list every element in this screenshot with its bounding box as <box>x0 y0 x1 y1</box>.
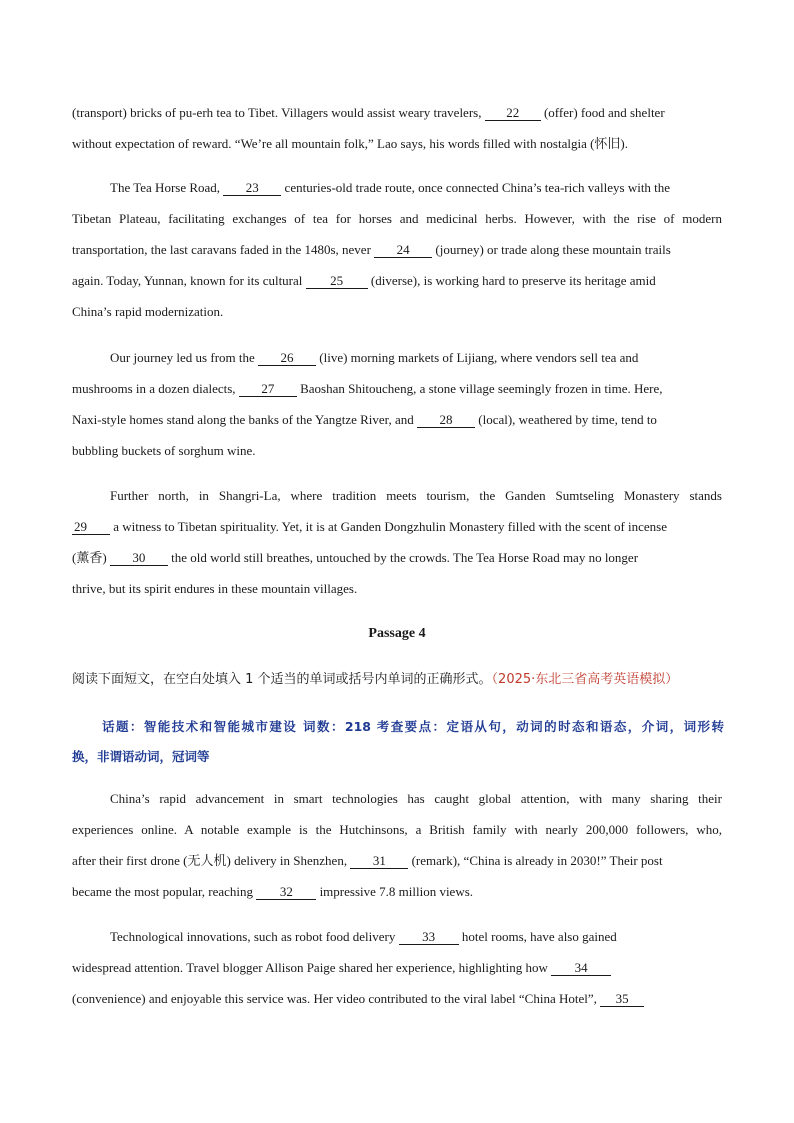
text-line: hotel rooms, have also gained <box>458 929 617 944</box>
paragraph-smart-tech <box>72 783 722 907</box>
paragraph-continuation <box>72 97 722 159</box>
text-line: Further north, in Shangri-La, where tradition meets tourism, the Ganden Sumtseling Monastery stands <box>110 488 722 503</box>
blank-25[interactable]: 25 <box>306 274 368 289</box>
topic-line: 话题：智能技术和智能城市建设 词数：218 考查要点：定语从句，动词的时态和语态，介词，词形转 <box>102 719 724 734</box>
topic-line: 换，非谓语动词，冠词等 <box>72 749 210 764</box>
text-line: Naxi-style homes stand along the banks of the Yangtze River, and <box>72 412 417 427</box>
text-line: Technological innovations, such as robot food delivery <box>110 929 399 944</box>
paragraph-lijiang <box>72 342 722 466</box>
text-line: centuries-old trade route, once connected China’s tea-rich valleys with the <box>281 180 671 195</box>
instruction-line <box>72 668 732 687</box>
text-line: (diverse), is working hard to preserve its heritage amid <box>367 273 656 288</box>
text-line: (live) morning markets of Lijiang, where vendors sell tea and <box>316 350 639 365</box>
text-line: a witness to Tibetan spirituality. Yet, it is at Ganden Dongzhulin Monastery filled with the scent of incense <box>110 519 668 534</box>
paragraph-tea-horse-road <box>72 172 722 327</box>
text-line: Our journey led us from the <box>110 350 259 365</box>
text-line: (journey) or trade along these mountain trails <box>432 242 671 257</box>
blank-23[interactable]: 23 <box>223 181 281 196</box>
blank-35[interactable]: 35 <box>600 992 644 1007</box>
instruction-source: （2025·东北三省高考英语模拟） <box>491 672 679 687</box>
text-line: (local), weathered by time, tend to <box>475 412 657 427</box>
paragraph-innovations <box>72 921 722 1014</box>
topic-note <box>72 712 724 772</box>
text-line: (remark), “China is already in 2030!” Their post <box>408 853 663 868</box>
text-line: China’s rapid advancement in smart technologies has caught global attention, with many sharing their <box>110 791 722 806</box>
text-line: bubbling buckets of sorghum wine. <box>72 443 256 458</box>
text-line: mushrooms in a dozen dialects, <box>72 381 239 396</box>
text-line: became the most popular, reaching <box>72 884 257 899</box>
text-line: Tibetan Plateau, facilitating exchanges of tea for horses and medicinal herbs. However, with the rise of modern <box>72 211 722 226</box>
text-line: impressive 7.8 million views. <box>316 884 474 899</box>
text-line: without expectation of reward. “We’re all mountain folk,” Lao says, his words filled with nostalgia (怀旧). <box>72 136 628 151</box>
passage-heading: Passage 4 <box>368 626 426 641</box>
blank-31[interactable]: 31 <box>350 854 408 869</box>
instruction-text: 阅读下面短文，在空白处填入 1 个适当的单词或括号内单词的正确形式。 <box>72 672 492 687</box>
blank-34[interactable]: 34 <box>551 961 611 976</box>
blank-33[interactable]: 33 <box>399 930 459 945</box>
text-line: (convenience) and enjoyable this service was. Her video contributed to the viral label “China Hotel”, <box>72 991 601 1006</box>
text-line: widespread attention. Travel blogger Allison Paige shared her experience, highlighting how <box>72 960 552 975</box>
text-line: after their first drone (无人机) delivery in Shenzhen, <box>72 853 351 868</box>
text-line: (offer) food and shelter <box>540 105 665 120</box>
blank-29[interactable]: 29 <box>72 520 110 535</box>
text-line: The Tea Horse Road, <box>110 180 224 195</box>
blank-22[interactable]: 22 <box>485 106 541 121</box>
text-line: (transport) bricks of pu-erh tea to Tibet. Villagers would assist weary travelers, <box>72 105 485 120</box>
text-line: again. Today, Yunnan, known for its cultural <box>72 273 306 288</box>
blank-30[interactable]: 30 <box>110 551 168 566</box>
blank-28[interactable]: 28 <box>417 413 475 428</box>
text-line: experiences online. A notable example is the Hutchinsons, a British family with nearly 200,000 followers, who, <box>72 822 722 837</box>
blank-24[interactable]: 24 <box>374 243 432 258</box>
text-line: transportation, the last caravans faded in the 1480s, never <box>72 242 375 257</box>
blank-27[interactable]: 27 <box>239 382 297 397</box>
blank-26[interactable]: 26 <box>258 351 316 366</box>
text-line: (薰香) <box>72 550 110 565</box>
blank-32[interactable]: 32 <box>256 885 316 900</box>
text-line: Baoshan Shitoucheng, a stone village seemingly frozen in time. Here, <box>296 381 663 396</box>
text-line: China’s rapid modernization. <box>72 304 224 319</box>
paragraph-shangri-la <box>72 480 722 604</box>
text-line: the old world still breathes, untouched by the crowds. The Tea Horse Road may no longer <box>167 550 639 565</box>
text-line: thrive, but its spirit endures in these mountain villages. <box>72 581 358 596</box>
